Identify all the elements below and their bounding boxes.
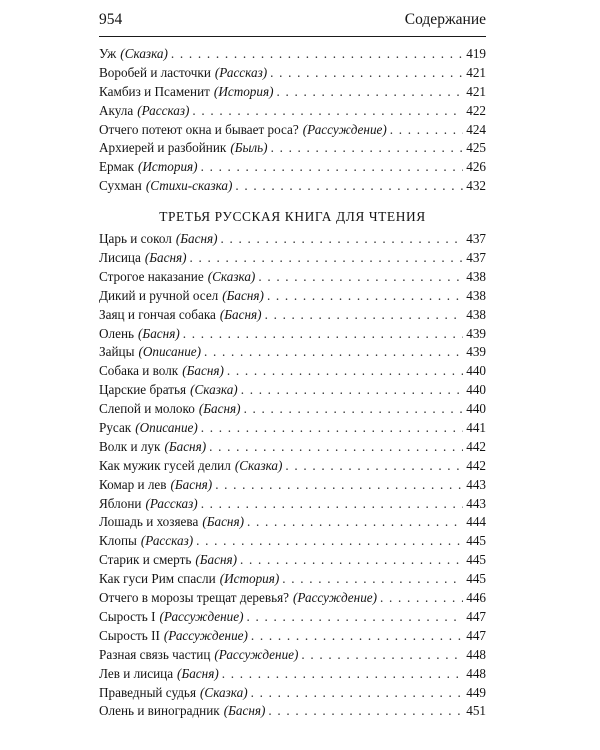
entry-genre: (Сказка) [190,382,238,398]
entry-genre: (Басня) [170,476,213,492]
entry-genre: (Быль) [230,140,268,156]
entry-genre: (Рассказ) [137,102,190,118]
dot-leader [209,438,463,457]
entry-page-number: 443 [466,495,486,511]
toc-entry [99,665,486,684]
toc-entry [99,362,486,381]
dot-leader [183,325,464,344]
entry-genre: (Сказка) [234,457,283,473]
book-page [99,11,486,721]
entry-genre: (Басня) [144,250,187,266]
entry-title: Слепой и молоко [99,401,195,417]
dot-leader [271,139,464,158]
dot-leader [221,230,464,249]
entry-page-number: 448 [466,665,486,681]
dot-leader [265,306,464,325]
dot-leader [192,102,463,121]
entry-genre: (Описание) [138,344,202,360]
entry-title: Лев и лисица [99,665,174,681]
toc-entry [99,551,486,570]
entry-page-number: 449 [466,684,486,700]
entry-title: Зайцы [99,344,135,360]
entry-page-number: 441 [466,420,486,436]
entry-genre: (История) [137,159,198,175]
dot-leader [215,476,463,495]
dot-leader [258,268,463,287]
entry-title: Яблони [99,495,142,511]
dot-leader [301,646,463,665]
entry-page-number: 438 [466,306,486,322]
dot-leader [201,419,463,438]
entry-title: Волк и лук [99,438,161,454]
entry-page-number: 440 [466,382,486,398]
entry-page-number: 442 [466,438,486,454]
toc-entry [99,230,486,249]
entry-page-number: 439 [466,344,486,360]
entry-page-number: 438 [466,268,486,284]
entry-title: Сухман [99,178,142,194]
entry-genre: (Описание) [135,420,198,436]
entry-title: Клопы [99,533,137,549]
dot-leader [251,684,464,703]
dot-leader [267,287,463,306]
toc-entry [99,287,486,306]
entry-genre: (Рассуждение) [214,646,299,662]
entry-title: Праведный судья [99,684,197,700]
entry-genre: (Рассказ) [214,64,268,80]
toc-section-2 [99,230,486,721]
entry-genre: (Басня) [195,552,238,568]
dot-leader [190,249,464,268]
entry-genre: (Басня) [138,325,180,341]
entry-genre: (История) [213,83,274,99]
entry-page-number: 445 [466,533,486,549]
toc-entry [99,177,486,196]
entry-genre: (Басня) [223,703,266,719]
toc-entry [99,306,486,325]
entry-title: Русак [99,420,132,436]
entry-page-number: 451 [466,703,486,719]
entry-title: Старик и смерть [99,552,192,568]
entry-page-number: 445 [466,552,486,568]
dot-leader [390,121,463,140]
entry-genre: (Басня) [182,363,224,379]
dot-leader [244,400,464,419]
dot-leader [380,589,463,608]
dot-leader [282,570,463,589]
dot-leader [247,513,463,532]
toc-entry [99,102,486,121]
dot-leader [270,64,463,83]
entry-page-number: 439 [466,325,486,341]
entry-title: Сырость I [99,608,156,624]
dot-leader [240,551,463,570]
entry-page-number: 443 [466,476,486,492]
entry-page-number: 447 [466,627,486,643]
entry-page-number: 444 [466,514,486,530]
toc-entry [99,532,486,551]
toc-entry [99,83,486,102]
entry-genre: (Рассуждение) [159,608,244,624]
entry-title: Царь и сокол [99,231,172,247]
toc-entry [99,702,486,721]
toc-section-1 [99,45,486,196]
toc-entry [99,684,486,703]
dot-leader [241,381,464,400]
entry-page-number: 446 [466,590,486,606]
entry-title: Дикий и ручной осел [99,287,219,303]
dot-leader [201,158,464,177]
entry-page-number: 437 [466,231,486,247]
entry-genre: (Рассказ) [145,495,198,511]
toc-entry [99,513,486,532]
entry-genre: (Басня) [219,306,262,322]
dot-leader [204,343,463,362]
entry-title: Отчего потеют окна и бывает роса? [99,121,299,137]
entry-genre: (Басня) [175,231,218,247]
entry-page-number: 442 [466,457,486,473]
entry-page-number: 421 [466,64,486,80]
dot-leader [222,665,463,684]
entry-genre: (Сказка) [120,46,168,61]
toc-entry [99,646,486,665]
entry-genre: (Басня) [202,514,244,530]
entry-title: Камбиз и Псаменит [99,83,210,99]
entry-title: Уж [99,46,117,61]
entry-page-number: 426 [466,159,486,175]
dot-leader [268,702,463,721]
entry-title: Олень и виноградник [99,703,220,719]
entry-title: Царские братья [99,382,187,398]
entry-page-number: 440 [466,363,486,379]
entry-genre: (История) [219,571,280,587]
entry-page-number: 448 [466,646,486,662]
entry-genre: (Сказка) [207,268,256,284]
entry-genre: (Рассказ) [140,533,194,549]
dot-leader [277,83,464,102]
dot-leader [171,45,463,64]
entry-genre: (Рассуждение) [302,121,387,137]
entry-title: Акула [99,102,134,118]
toc-entry [99,325,486,344]
entry-page-number: 424 [466,121,486,137]
entry-page-number: 422 [466,102,486,118]
toc-entry [99,268,486,287]
running-title: Содержание [404,11,486,28]
dot-leader [201,495,464,514]
toc-entry [99,438,486,457]
toc-entry [99,400,486,419]
entry-title: Сырость II [99,627,160,643]
entry-title: Комар и лев [99,476,167,492]
entry-genre: (Рассуждение) [293,590,378,606]
toc-entry [99,476,486,495]
entry-title: Отчего в морозы трещат деревья? [99,590,290,606]
entry-genre: (Басня) [222,287,264,303]
toc-entry [99,608,486,627]
toc-entry [99,570,486,589]
entry-genre: (Стихи-сказка) [145,178,233,194]
toc-entry [99,457,486,476]
toc-entry [99,381,486,400]
dot-leader [247,608,464,627]
dot-leader [251,627,463,646]
entry-genre: (Сказка) [200,684,248,700]
dot-leader [285,457,463,476]
entry-title: Лисица [99,250,141,266]
toc-entry [99,121,486,140]
toc-entry [99,495,486,514]
entry-genre: (Басня) [198,401,241,417]
entry-page-number: 445 [466,571,486,587]
entry-title: Воробей и ласточки [99,64,211,80]
toc-entry [99,249,486,268]
entry-title: Строгое наказание [99,268,204,284]
entry-page-number: 447 [466,608,486,624]
toc-entry [99,158,486,177]
entry-title: Ермак [99,159,134,175]
entry-genre: (Рассуждение) [163,627,248,643]
entry-title: Заяц и гончая собака [99,306,216,322]
toc-entry [99,45,486,64]
toc-entry [99,64,486,83]
dot-leader [235,177,463,196]
toc-entry [99,627,486,646]
entry-genre: (Басня) [164,438,207,454]
entry-page-number: 438 [466,287,486,303]
entry-title: Как гуси Рим спасли [99,571,216,587]
entry-page-number: 419 [466,46,486,61]
section-heading: ТРЕТЬЯ РУССКАЯ КНИГА ДЛЯ ЧТЕНИЯ [159,209,426,225]
entry-title: Лошадь и хозяева [99,514,199,530]
entry-title: Собака и волк [99,363,179,379]
toc-entry [99,589,486,608]
entry-title: Как мужик гусей делил [99,457,231,473]
entry-page-number: 425 [466,140,486,156]
entry-title: Олень [99,325,135,341]
entry-genre: (Басня) [177,665,219,681]
toc-entry [99,139,486,158]
entry-page-number: 437 [466,250,486,266]
entry-title: Разная связь частиц [99,646,211,662]
running-header [99,11,486,37]
entry-title: Архиерей и разбойник [99,140,227,156]
toc-entry [99,419,486,438]
toc-entry [99,343,486,362]
entry-page-number: 432 [466,178,486,194]
entry-page-number: 440 [466,401,486,417]
entry-page-number: 421 [466,83,486,99]
page-number: 954 [99,11,123,28]
dot-leader [196,532,463,551]
dot-leader [227,362,463,381]
